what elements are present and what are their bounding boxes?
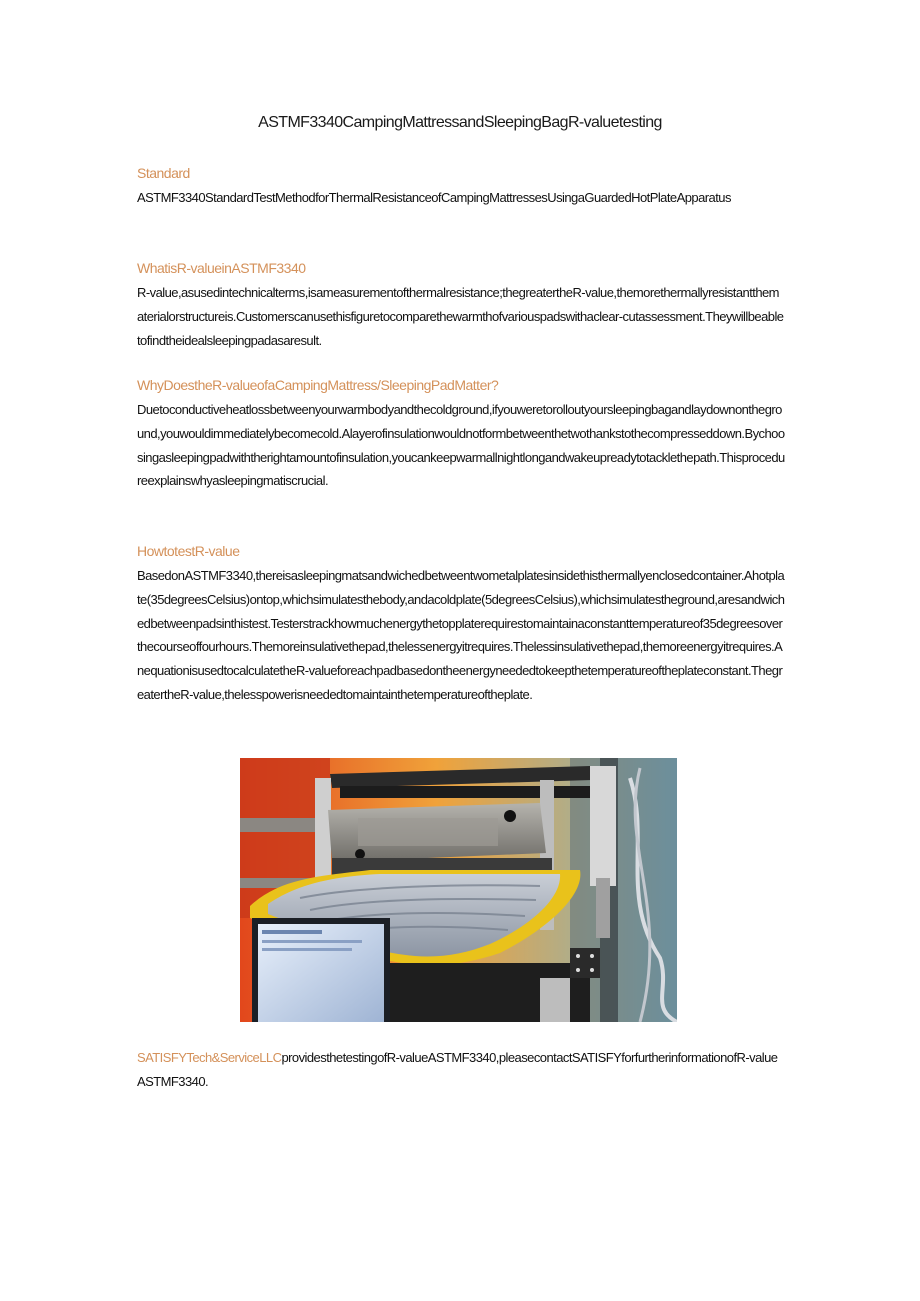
footer-text: providesthetestingofR-valueASTMF3340,pleasecontactSATISFYforfurtherinformationofR-valueASTMF3340.: [137, 1050, 778, 1089]
section-how-to-test: [137, 539, 785, 707]
section-body: BasedonASTMF3340,thereisasleepingmatsandwichedbetweentwometalplatesinsidethisthermallyenclosedcontainer.Ahotplate(35degreesCelsius)ontop,whichsimulatesthebody,andacoldplate(5degreesCelsius),whichsimulatestheground,aresandwichedbetweenpadsinthistest.Testerstrackhowmuchenergythetopplaterequirestomaintainaconstanttemperatureof35degreesoverthecourseoffourhours.Themoreinsulativethepad,thelessenergyitrequires.Thelessinsulativethepad,themoreenergyitrequires.AnequationisusedtocalculatetheR-valueforeachpadbasedontheenergyneededtokeepthetemperatureoftheplateconstant.ThegreatertheR-value,thelesspowerisneededtomaintainthetemperatureoftheplate.: [137, 568, 785, 702]
page-title: ASTMF3340CampingMattressandSleepingBagR-valuetesting: [258, 114, 662, 131]
section-heading: Standard: [137, 165, 190, 181]
company-link[interactable]: SATISFYTech&ServiceLLC: [137, 1050, 282, 1065]
section-heading: WhatisR-valueinASTMF3340: [137, 260, 306, 276]
section-standard: [137, 161, 785, 210]
section-body: R-value,asusedintechnicalterms,isameasurementofthermalresistance;thegreatertheR-value,themorethermallyresistantthematerialorstructureis.Customerscanusethisfiguretocomparethewarmthofvariouspadswithaclear-cutassessment.Theywillbeabletofindtheidealsleepingpadasaresult.: [137, 285, 784, 348]
footer-note: [137, 1046, 785, 1094]
section-heading: WhyDoestheR-valueofaCampingMattress/SleepingPadMatter?: [137, 377, 499, 393]
section-why-r-value-matters: [137, 373, 785, 493]
section-what-is-r-value: [137, 256, 785, 352]
footer-paragraph: [137, 1046, 785, 1094]
section-heading: HowtotestR-value: [137, 543, 240, 559]
section-body: ASTMF3340StandardTestMethodforThermalResistanceofCampingMattressesUsingaGuardedHotPlateApparatus: [137, 190, 731, 205]
section-body: Duetoconductiveheatlossbetweenyourwarmbodyandthecoldground,ifyouweretorolloutyoursleepingbagandlaydownontheground,youwouldimmediatelybecomecold.Alayerofinsulationwouldnotformbetweenthetwothankstothecompresseddown.Bychoosingasleepingpadwiththerightamountofinsulation,youcankeepwarmallnightlongandwakeupreadytotacklethepath.Thisprocedureexplainswhyasleepingmatiscrucial.: [137, 402, 785, 489]
guarded-hot-plate-photo: [240, 758, 677, 1022]
